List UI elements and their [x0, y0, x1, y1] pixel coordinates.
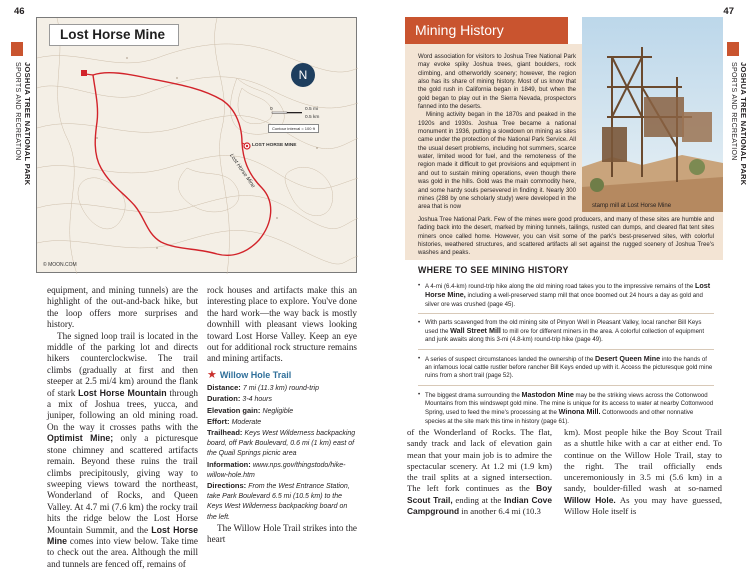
paragraph: equipment, and mining tunnels) are the highlight of the out-and-back hike, but the loop offers more surprises and history. — [47, 285, 198, 330]
list-item: • With parts scavenged from the old mining site of Pinyon Well in Pleasant Valley, local rancher Bill Keys used the Wall Street Mill to mill ore for different miners in the area. A colorful collection of equipment and junk awaits along this 3-mi (4.8-km) round-trip hike (page 49). — [418, 319, 714, 350]
page-number-left: 46 — [14, 6, 25, 17]
photo-caption: stamp mill at Lost Horse Mine — [592, 203, 672, 209]
bold-term: Mastodon Mine — [521, 389, 574, 399]
compass-icon: N — [291, 63, 315, 87]
trail-fact — [207, 394, 357, 405]
mine-label: LOST HORSE MINE — [252, 143, 297, 148]
paragraph: Word association for visitors to Joshua Tree National Park may evoke spiky Joshua trees, giant boulders, rock climbing, and otherworldly scenery; however, the region also has its share of mining history. Most of us know that the gold rush in California began in 1849, but when the gold began to play out in the Sierra Nevada, prospectors fanned into the deserts. — [418, 53, 576, 111]
paragraph: The signed loop trail is located in the middle of the parking lot and directs hikers counterclockwise. The trail climbs (gradually at first and then steeper at 2.5 mi/4 km) around the flank of stark Lost Horse Mountain through a mix of Joshua trees, yucca, and juniper, following an old mining road. On the way it crosses paths with the Optimist Mine; only a picturesque stone chimney and scattered artifacts remain. Beyond these ruins the trail climbs precipitously, giving way to sweeping views toward the northeast, Wonderland of Rocks, and Queen Valley. At 4.7 mi (7.6 km) the rocky trail hits the ridge below the Lost Horse Mountain Summit, and the Lost Horse Mine comes into view below. Take time to check out the area. Although the mill and tunnels are fenced off, remains of — [47, 330, 199, 569]
paragraph: of the Wonderland of Rocks. The flat, sandy track and lack of elevation gain mean that your main job is to admire the spectacular scenery. At 1.2 mi (1.9 km) the trail splits at a signed intersection. The left fork continues as the Boy Scout Trail, ending at the Indian Cove Campground in another 6.4 mi (10.3 — [407, 427, 552, 517]
bold-term: Lost Horse Mountain — [78, 387, 167, 398]
mining-sites-list — [418, 282, 714, 435]
fact-key: Information: — [207, 459, 253, 469]
bold-term: Winona Mill. — [558, 407, 601, 417]
sidebar-title: Mining History — [405, 17, 568, 44]
trail-heading — [207, 370, 357, 381]
tab-park-name: JOSHUA TREE NATIONAL PARK — [23, 62, 32, 186]
scale-miles: 0.5 mi — [305, 107, 319, 112]
parking-marker — [81, 70, 87, 76]
page-number-right: 47 — [723, 6, 734, 17]
fact-value: www.nps.gov/thingstodo/hike-willow-hole.htm — [207, 461, 346, 479]
tab-color-bar — [727, 42, 739, 56]
fact-key: Directions: — [207, 481, 249, 491]
tab-color-bar — [11, 42, 23, 56]
stamp-mill-photo — [582, 17, 723, 212]
fact-value: Negligible — [262, 407, 294, 415]
bold-term: Willow Hole. — [564, 494, 616, 505]
tab-text — [12, 62, 32, 185]
fact-value: Keys West Wilderness backpacking board, off Park Boulevard, 0.6 mi (1 km) east of the Quail Springs picnic area — [207, 430, 356, 458]
left-column-1 — [47, 285, 198, 570]
bold-term: Desert Queen Mine — [595, 353, 661, 363]
sidebar-text-continued: Joshua Tree National Park. Few of the mines were good producers, and many of these sites are humble and fading back into the desert, marked by mining tunnels, tailings, rusted can dumps, and cleared flat tent sites miners once called home. However, you can visit some of the park's best-preserved sites, with colorful histories, weathered structures, and scattered artifacts all set against the rugged scenery of Joshua Tree's washes and peaks. — [418, 216, 714, 257]
paragraph: Mining activity began in the 1870s and peaked in the 1920s and 1930s. Joshua Tree became a national monument in 1936, putting a slowdown on mining as sites came under the protection of the National Park Service. All the usual desert problems, including hot summers, scarce water, limited wood for fuel, and the remoteness of the region made it difficult to get provisions and equipment in and out to sustain mining operations, even though there was gold in the hills. Gold was the main commodity here, and some hardy souls persevered in finding it. Nearly 300 mines (288 by one scholarly study) were developed in the area that is now — [418, 111, 576, 211]
fact-key: Elevation gain: — [207, 405, 263, 415]
trail-title: Willow Hole Trail — [219, 369, 292, 380]
list-item: • The biggest drama surrounding the Mastodon Mine may be the striking views across the Cottonwood Mountains from this windswept gold mine. The mine is unique for its access to water at nearby Cottonwood Spring, used to feed the mine's processing at the Winona Mill. Cottonwoods and other nonnative species at the site mark this time in history (page 61). — [418, 391, 714, 430]
fact-value: 7 mi (11.3 km) round-trip — [242, 385, 319, 393]
tab-section-name: SPORTS AND RECREATION — [730, 62, 737, 161]
paragraph: rock houses and artifacts make this an interesting place to explore. You've done the hard work—the way back is mostly downhill with pleasant views looking toward Lost Horse Valley. Keep an eye out for additional rock structure remains and mining artifacts. — [207, 285, 357, 364]
trail-fact — [207, 460, 357, 481]
tab-section-name: SPORTS AND RECREATION — [14, 62, 21, 161]
contour-interval-note: Contour interval = 100 ft — [268, 124, 319, 133]
fact-value: From the West Entrance Station, take Park Boulevard 6.5 mi (10.5 km) to the Keys West Wilderness backpacking board on the left. — [207, 483, 350, 521]
fact-key: Duration: — [207, 394, 243, 404]
map-terrain — [37, 18, 358, 274]
star-icon: ★ — [207, 368, 217, 381]
where-heading: WHERE TO SEE MINING HISTORY — [418, 265, 569, 275]
sidebar-text — [418, 53, 576, 212]
bold-term: Indian Cove Campground — [407, 494, 552, 517]
fact-key: Trailhead: — [207, 428, 245, 438]
paragraph: The Willow Hole Trail strikes into the heart — [207, 522, 357, 545]
trail-fact — [207, 383, 357, 394]
bold-term: Boy Scout Trail, — [407, 483, 552, 505]
map-copyright: © MOON.COM — [43, 262, 77, 268]
tab-park-name: JOSHUA TREE NATIONAL PARK — [739, 62, 748, 186]
right-column-2 — [564, 427, 722, 517]
trail-map — [36, 17, 357, 273]
scale-zero: 0 — [270, 107, 273, 112]
fact-key: Effort: — [207, 416, 232, 426]
loop-trail-line — [93, 73, 271, 256]
left-column-2 — [207, 285, 357, 546]
trail-facts — [207, 383, 357, 523]
bold-term: Optimist Mine; — [47, 433, 114, 444]
trail-label: Lost Horse Mine — [228, 152, 256, 190]
list-item: • A series of suspect circumstances landed the ownership of the Desert Queen Mine into the hands of an infamous local cattle rustler before rancher Bill Keys ended up with it. Access the picturesque gold mine ruins from a short trail (page 52). — [418, 355, 714, 386]
list-item: • A 4-mi (6.4-km) round-trip hike along the old mining road takes you to the impressive remains of the Lost Horse Mine, including a well-preserved stamp mill that once boomed out 24 hours a day as gold and silver ore was crushed (page 45). — [418, 282, 714, 314]
trail-fact — [207, 406, 357, 417]
fact-value: 3-4 hours — [242, 396, 272, 404]
photo-illustration — [582, 17, 723, 212]
fact-key: Distance: — [207, 383, 243, 393]
trail-fact — [207, 417, 357, 428]
map-title: Lost Horse Mine — [49, 24, 179, 46]
bold-term: Wall Street Mill — [450, 326, 501, 336]
scale-kilometers: 0.5 km — [305, 115, 320, 120]
trail-fact — [207, 428, 357, 460]
right-column-1 — [407, 427, 552, 517]
bold-term: Lost Horse Mine, — [425, 281, 711, 300]
section-tab-right — [727, 42, 748, 192]
tab-text — [728, 62, 748, 185]
paragraph: km). Most people hike the Boy Scout Trail as a shuttle hike with a car at either end. To continue on the Willow Hole Trail, stay to the right. The trail officially ends unceremoniously in 3.5 mi (5.6 km) in a sandy, boulder-filled wash at so-named Willow Hole. As you may have guessed, Willow Hole itself is — [564, 427, 722, 517]
trail-fact — [207, 481, 357, 523]
section-tab-left — [11, 42, 32, 192]
fact-value: Moderate — [231, 418, 262, 426]
bold-term: Lost Horse Mine — [47, 524, 198, 546]
